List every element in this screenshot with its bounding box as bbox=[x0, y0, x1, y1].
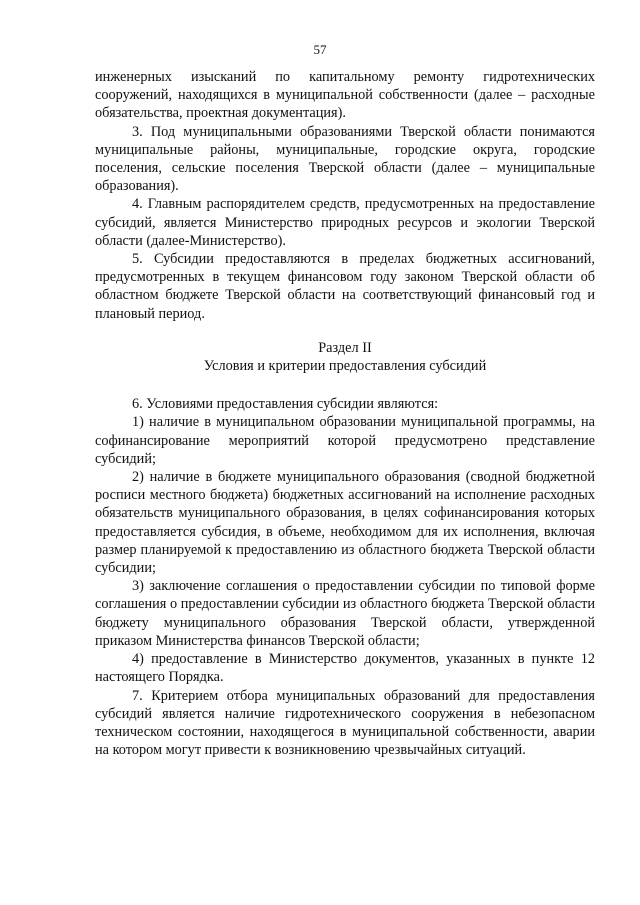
section-title: Раздел II bbox=[318, 339, 372, 356]
paragraph-continuation: инженерных изысканий по капитальному ремонту гидротехнических сооружений, находящихся в муниципальной собственности (далее – расходные обязательства, проектная документация). bbox=[95, 69, 595, 122]
condition-item-3: 3) заключение соглашения о предоставлении субсидии по типовой форме соглашения о предоставлении субсидии из областного бюджета Тверской области бюджету муниципального образования Тверской области, утвержденной приказом Министерства финансов Тверской области; bbox=[95, 578, 595, 649]
paragraph-item-3: 3. Под муниципальными образованиями Тверской области понимаются муниципальные районы, муниципальные, городские округа, городские поселения, сельские поселения Тверской области (далее – муниципальные образования). bbox=[95, 123, 595, 195]
document-body bbox=[95, 68, 595, 759]
paragraph-item-7: 7. Критерием отбора муниципальных образований для предоставления субсидий является наличие гидротехнического сооружения в небезопасном техническом состоянии, находящегося в муниципальной собственности, аварии на котором могут привести к возникновению чрезвычайных ситуаций. bbox=[95, 687, 595, 759]
page-number: 57 bbox=[313, 42, 327, 57]
paragraph-item-4: 4. Главным распорядителем средств, предусмотренных на предоставление субсидий, является Министерство природных ресурсов и экологии Тверской области (далее-Министерство). bbox=[95, 196, 595, 249]
paragraph-item-5: 5. Субсидии предоставляются в пределах бюджетных ассигнований, предусмотренных в текущем финансовом году законом Тверской области об областном бюджете Тверской области на соответствующий финансовый год и плановый период. bbox=[95, 251, 595, 322]
condition-item-2: 2) наличие в бюджете муниципального образования (сводной бюджетной росписи местного бюджета) бюджетных ассигнований на исполнение расходных обязательств муниципального образования, в целях софинансирования которых предоставляется субсидия, в объеме, необходимом для их исполнения, включая размер планируемой к предоставлению из областного бюджета Тверской области субсидии; bbox=[95, 469, 595, 577]
paragraph-item-6: 6. Условиями предоставления субсидии являются: bbox=[132, 396, 439, 413]
condition-item-4: 4) предоставление в Министерство документов, указанных в пункте 12 настоящего Порядка. bbox=[95, 651, 595, 686]
section-heading bbox=[95, 339, 595, 375]
condition-item-1: 1) наличие в муниципальном образовании муниципальной программы, на софинансирование мероприятий которой предусмотрено представление субсидий; bbox=[95, 414, 595, 467]
section-subtitle: Условия и критерии предоставления субсидий bbox=[203, 358, 487, 375]
